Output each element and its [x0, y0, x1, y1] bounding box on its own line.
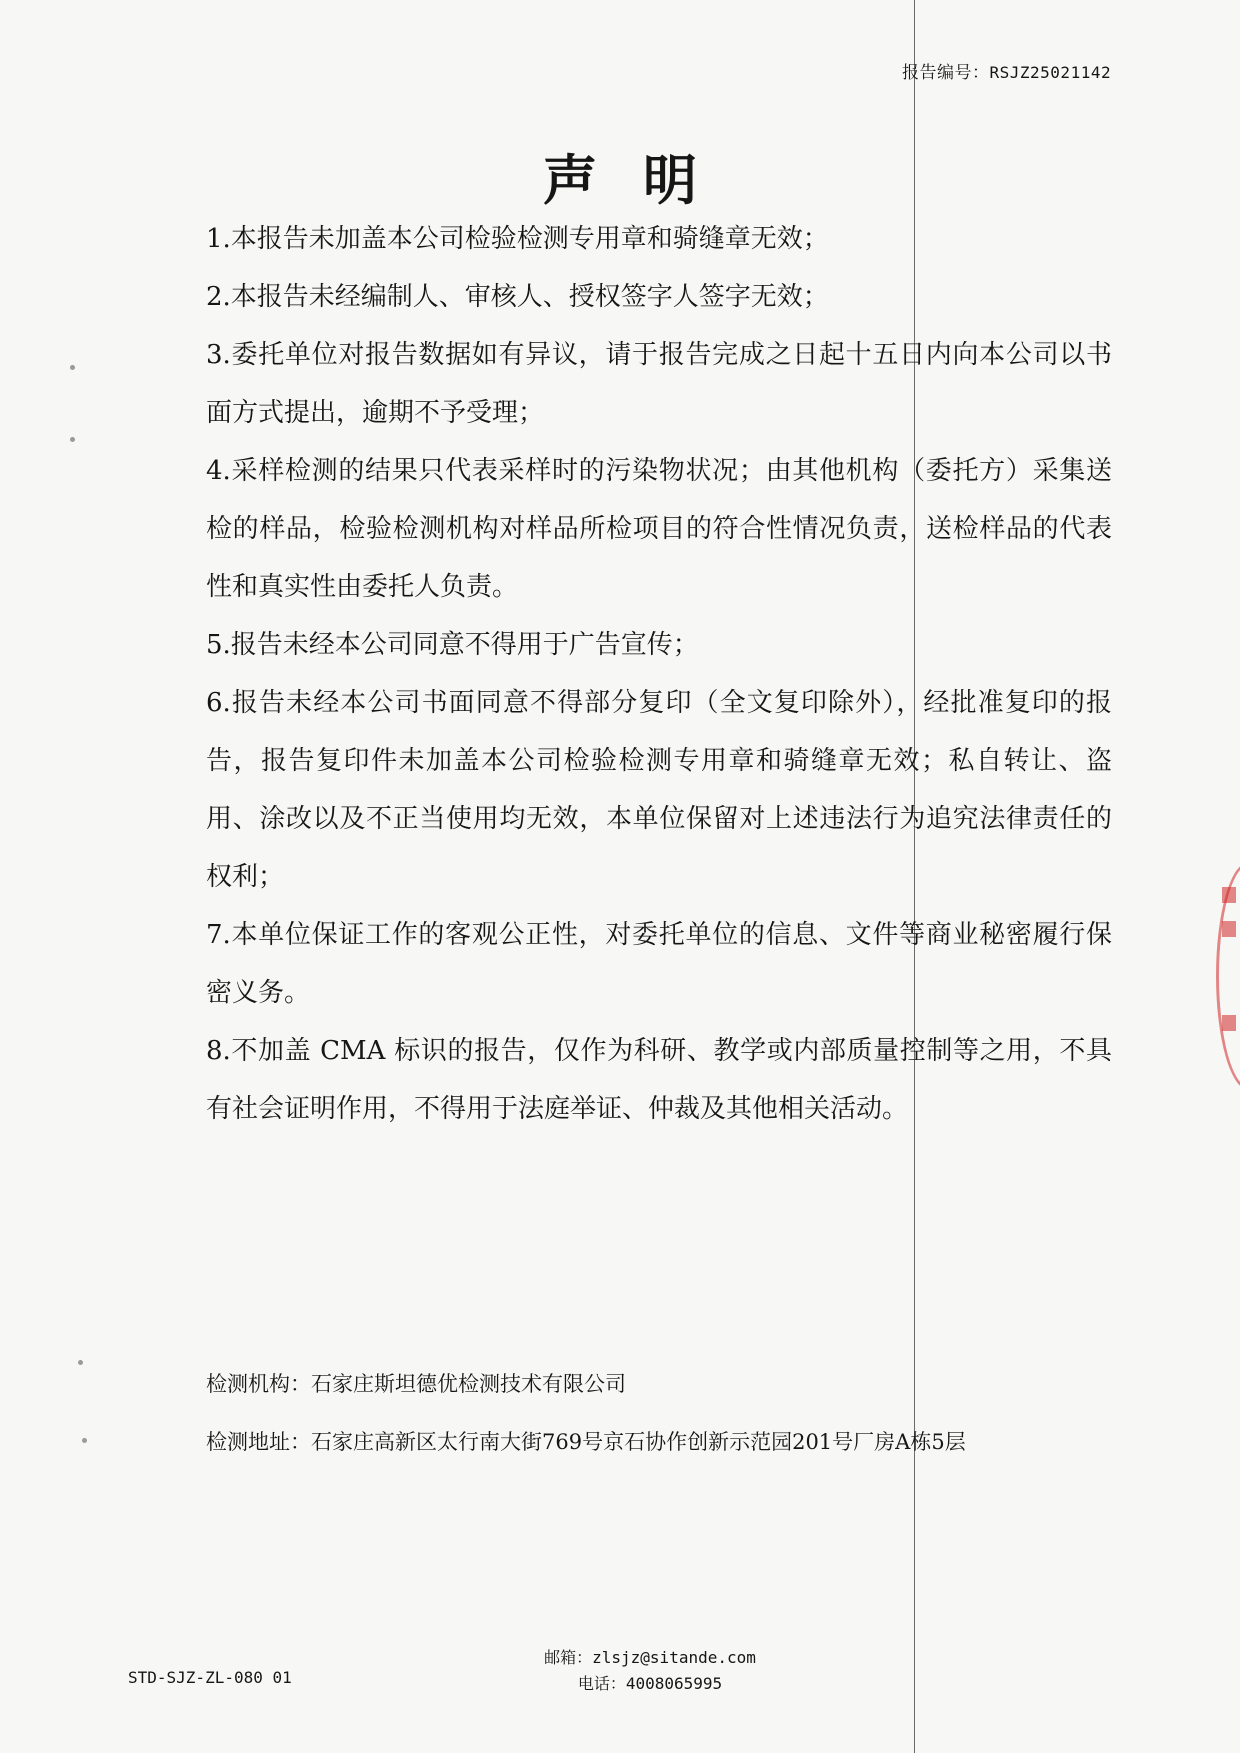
email-line	[490, 1645, 810, 1671]
declaration-item-3: 3.委托单位对报告数据如有异议，请于报告完成之日起十五日内向本公司以书面方式提出，逾期不予受理；	[206, 340, 1112, 428]
contact-info	[490, 1645, 810, 1697]
page-title: 声明	[543, 149, 743, 212]
binding-hole-mark	[70, 437, 75, 442]
phone-line	[490, 1671, 810, 1697]
declaration-list	[206, 210, 1112, 1138]
binding-hole-mark	[82, 1438, 87, 1443]
stamp-fragment	[1222, 1015, 1236, 1031]
org-line	[206, 1355, 966, 1413]
address-line	[206, 1413, 966, 1471]
declaration-item-7: 7.本单位保证工作的客观公正性，对委托单位的信息、文件等商业秘密履行保密义务。	[206, 920, 1112, 1008]
stamp-edge-seal	[1216, 862, 1240, 1090]
address-label: 检测地址：	[206, 1430, 311, 1454]
declaration-item-2: 2.本报告未经编制人、审核人、授权签字人签字无效；	[206, 282, 829, 312]
email-label: 邮箱：	[544, 1648, 593, 1667]
organization-info	[206, 1355, 966, 1471]
report-number	[902, 58, 1111, 83]
binding-hole-mark	[70, 365, 75, 370]
org-label: 检测机构：	[206, 1372, 311, 1396]
declaration-item-6: 6.报告未经本公司书面同意不得部分复印（全文复印除外），经批准复印的报告，报告复印件未加盖本公司检验检测专用章和骑缝章无效；私自转让、盗用、涂改以及不正当使用均无效，本单位保留对上述违法行为追究法律责任的权利；	[206, 688, 1112, 892]
phone-value: 4008065995	[625, 1674, 723, 1693]
email-value: zlsjz@sitande.com	[592, 1648, 756, 1667]
declaration-item-8: 8.不加盖 CMA 标识的报告，仅作为科研、教学或内部质量控制等之用，不具有社会证明作用，不得用于法庭举证、仲裁及其他相关活动。	[206, 1036, 1112, 1124]
stamp-fragment	[1222, 921, 1236, 937]
report-number-value: RSJZ25021142	[989, 63, 1112, 82]
phone-label: 电话：	[577, 1674, 626, 1693]
declaration-item-4: 4.采样检测的结果只代表采样时的污染物状况；由其他机构（委托方）采集送检的样品，检验检测机构对样品所检项目的符合性情况负责，送检样品的代表性和真实性由委托人负责。	[206, 456, 1112, 602]
address-value: 石家庄高新区太行南大街769号京石协作创新示范园201号厂房A栋5层	[311, 1430, 966, 1454]
org-value: 石家庄斯坦德优检测技术有限公司	[311, 1372, 626, 1396]
declaration-item-5: 5.报告未经本公司同意不得用于广告宣传；	[206, 630, 699, 660]
stamp-fragment	[1222, 887, 1236, 903]
binding-hole-mark	[78, 1360, 83, 1365]
declaration-item-1: 1.本报告未加盖本公司检验检测专用章和骑缝章无效；	[206, 224, 829, 254]
form-code: STD-SJZ-ZL-080 01	[128, 1668, 292, 1687]
report-number-label: 报告编号：	[902, 63, 990, 83]
